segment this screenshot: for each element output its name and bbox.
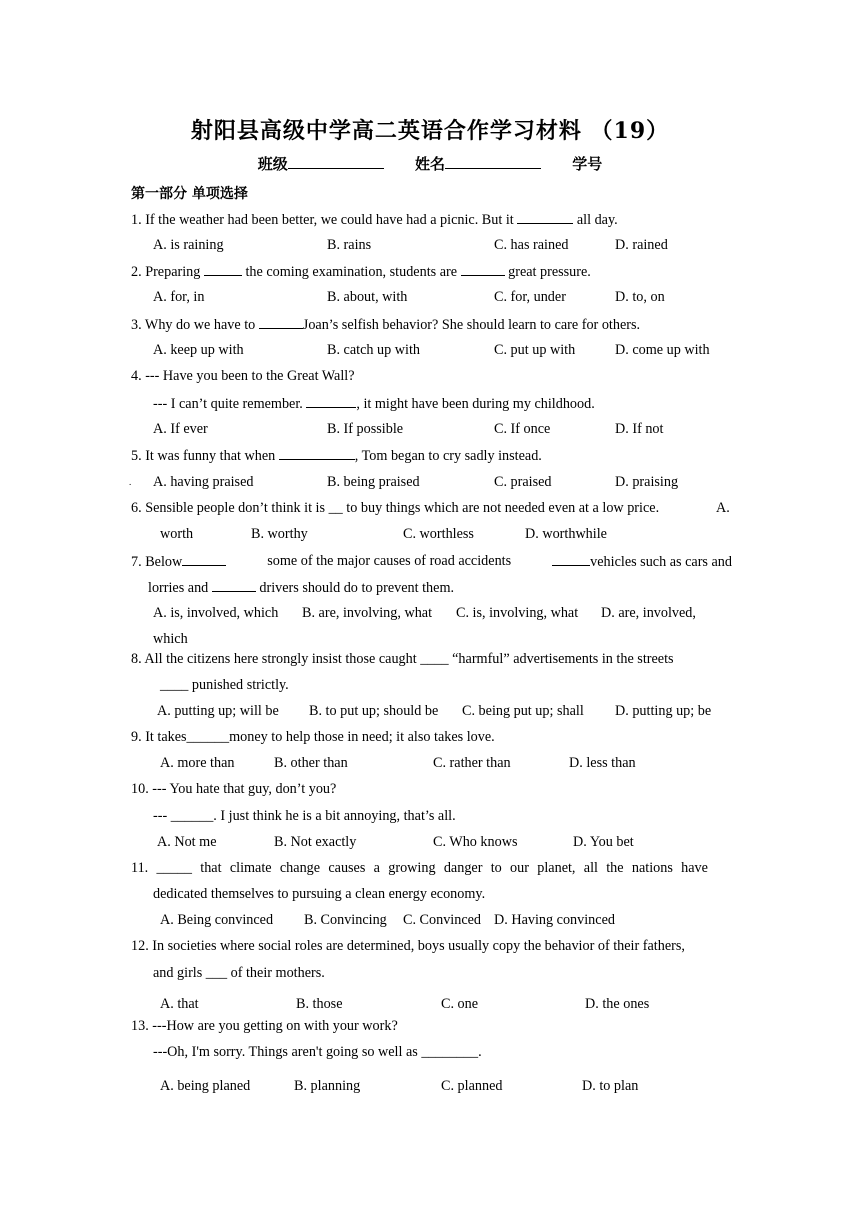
question-8-option-d: D. putting up; be — [615, 703, 712, 719]
question-12-option-a: A. that — [160, 996, 199, 1012]
question-2-stem: 2. Preparing the coming examination, students are great pressure. — [131, 264, 591, 280]
question-7-option-a: A. is, involved, which — [153, 605, 279, 621]
question-9-option-b: B. other than — [274, 755, 348, 771]
question-12-stem-line-1: 12. In societies where social roles are determined, boys usually copy the behavior of their fathers, — [131, 938, 685, 954]
question-10-option-c: C. Who knows — [433, 834, 518, 850]
answer-blank — [212, 578, 256, 592]
question-11-option-d: D. Having convinced — [494, 912, 615, 928]
question-4-option-b: B. If possible — [327, 421, 404, 437]
question-6-option-a-letter: A. — [716, 500, 730, 516]
question-9-option-d: D. less than — [569, 755, 636, 771]
question-4-stem-line-1: 4. --- Have you been to the Great Wall? — [131, 368, 355, 384]
question-5-option-d: D. praising — [615, 474, 679, 490]
answer-blank — [552, 552, 590, 566]
question-5-option-a: A. having praised — [153, 474, 254, 490]
question-10-stem-line-1: 10. --- You hate that guy, don’t you? — [131, 781, 337, 797]
question-11-option-c: C. Convinced — [403, 912, 482, 928]
section-title: 第一部分 单项选择 — [131, 186, 248, 202]
question-2-option-a: A. for, in — [153, 289, 205, 305]
student-info-line — [0, 153, 860, 174]
question-10-option-a: A. Not me — [157, 834, 217, 850]
question-6-option-d: D. worthwhile — [525, 526, 607, 542]
question-13-stem-line-2: ---Oh, I'm sorry. Things aren't going so well as ________. — [153, 1044, 482, 1060]
question-11-stem-line-1: 11. _____ that climate change causes a growing danger to our planet, all the nations have — [131, 860, 708, 876]
stray-dot-mark: . — [129, 477, 132, 487]
question-7-option-b: B. are, involving, what — [302, 605, 433, 621]
name-blank — [445, 154, 541, 169]
id-label: 学号 — [572, 155, 603, 173]
question-8-option-b: B. to put up; should be — [309, 703, 439, 719]
question-2-option-d: D. to, on — [615, 289, 665, 305]
question-7-option-c: C. is, involving, what — [456, 605, 579, 621]
question-1-option-d: D. rained — [615, 237, 668, 253]
question-13-option-d: D. to plan — [582, 1078, 639, 1094]
question-8-option-c: C. being put up; shall — [462, 703, 584, 719]
question-7-stem-line-2: lorries and drivers should do to prevent them. — [148, 580, 455, 596]
question-7-option-d: D. are, involved, — [601, 605, 696, 621]
question-10-stem-line-2: --- ______. I just think he is a bit annoying, that’s all. — [153, 808, 456, 824]
question-4-option-a: A. If ever — [153, 421, 208, 437]
question-9-option-a: A. more than — [160, 755, 235, 771]
question-7-stem-line-1: 7. Below some of the major causes of road accidents vehicles such as cars and — [131, 553, 732, 570]
question-5-option-b: B. being praised — [327, 474, 420, 490]
question-8-stem-line-1: 8. All the citizens here strongly insist those caught ____ “harmful” advertisements in the streets — [131, 651, 674, 667]
question-12-stem-line-2: and girls ___ of their mothers. — [153, 965, 325, 981]
question-1-option-b: B. rains — [327, 237, 372, 253]
question-12-option-d: D. the ones — [585, 996, 650, 1012]
question-13-option-b: B. planning — [294, 1078, 361, 1094]
question-6-option-c: C. worthless — [403, 526, 474, 542]
question-12-option-c: C. one — [441, 996, 479, 1012]
class-blank — [288, 154, 384, 169]
question-8-stem-line-2: ____ punished strictly. — [160, 677, 289, 693]
class-label: 班级 — [257, 155, 288, 173]
question-13-stem-line-1: 13. ---How are you getting on with your work? — [131, 1018, 398, 1034]
question-5-option-c: C. praised — [494, 474, 552, 490]
question-4-option-d: D. If not — [615, 421, 664, 437]
question-6-option-a-text: worth — [160, 526, 194, 542]
answer-blank — [517, 210, 573, 224]
question-9-option-c: C. rather than — [433, 755, 511, 771]
answer-blank — [204, 262, 242, 276]
question-3-option-c: C. put up with — [494, 342, 576, 358]
question-1-option-c: C. has rained — [494, 237, 569, 253]
question-10-option-d: D. You bet — [573, 834, 634, 850]
question-2-option-c: C. for, under — [494, 289, 566, 305]
question-11-option-b: B. Convincing — [304, 912, 387, 928]
question-6-option-b: B. worthy — [251, 526, 308, 542]
answer-blank — [461, 262, 505, 276]
question-4-stem-line-2: --- I can’t quite remember. , it might have been during my childhood. — [153, 396, 595, 412]
answer-blank — [306, 394, 356, 408]
question-2-option-b: B. about, with — [327, 289, 408, 305]
page-title: 射阳县高级中学高二英语合作学习材料 （19） — [190, 118, 670, 144]
answer-blank — [182, 552, 226, 566]
question-13-option-a: A. being planed — [160, 1078, 251, 1094]
answer-blank — [279, 446, 355, 460]
question-10-option-b: B. Not exactly — [274, 834, 357, 850]
question-11-option-a: A. Being convinced — [160, 912, 274, 928]
question-11-stem-line-2: dedicated themselves to pursuing a clean energy economy. — [153, 886, 486, 902]
question-3-stem: 3. Why do we have to Joan’s selfish behavior? She should learn to care for others. — [131, 317, 641, 333]
question-5-stem: 5. It was funny that when , Tom began to cry sadly instead. — [131, 448, 542, 464]
question-3-option-b: B. catch up with — [327, 342, 420, 358]
question-13-option-c: C. planned — [441, 1078, 503, 1094]
question-12-option-b: B. those — [296, 996, 343, 1012]
question-6-stem: 6. Sensible people don’t think it is __ to buy things which are not needed even at a low price. — [131, 500, 660, 516]
question-3-option-a: A. keep up with — [153, 342, 244, 358]
question-7-option-d-cont: which — [153, 631, 188, 647]
question-1-stem: 1. If the weather had been better, we could have had a picnic. But it all day. — [131, 212, 618, 228]
name-label: 姓名 — [414, 155, 445, 173]
question-8-option-a: A. putting up; will be — [157, 703, 279, 719]
question-1-option-a: A. is raining — [153, 237, 224, 253]
question-4-option-c: C. If once — [494, 421, 551, 437]
answer-blank — [259, 315, 303, 329]
question-9-stem: 9. It takes______money to help those in need; it also takes love. — [131, 729, 495, 745]
question-3-option-d: D. come up with — [615, 342, 710, 358]
